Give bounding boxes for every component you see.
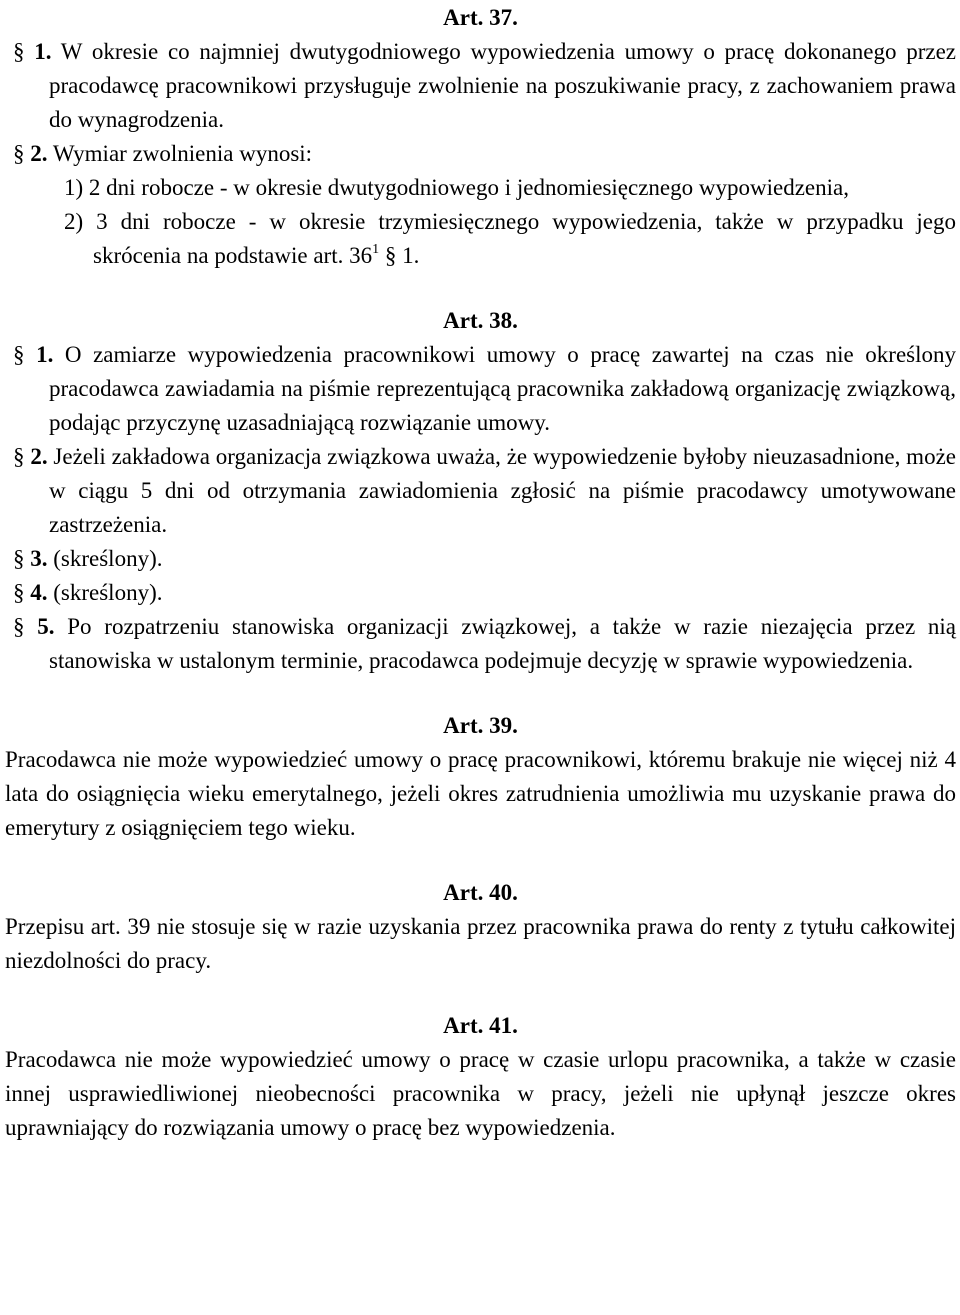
- item-text: 2 dni robocze - w okresie dwutygodniowego i jednomiesięcznego wypowiedzenia,: [88, 175, 849, 200]
- section-sign: §: [13, 39, 25, 64]
- section-sign: §: [13, 580, 25, 605]
- paragraph-number: 1.: [34, 39, 52, 64]
- section-sign: §: [13, 546, 25, 571]
- article-38-paragraph-1: [5, 338, 956, 440]
- section-sign: §: [13, 444, 25, 469]
- superscript: 1: [372, 242, 380, 257]
- paragraph-text: W okresie co najmniej dwutygodniowego wypowiedzenia umowy o pracę dokonanego przez pracodawcę pracownikowi przysługuje zwolnienie na poszukiwanie pracy, z zachowaniem prawa do wynagrodzenia.: [49, 39, 956, 132]
- paragraph-number: 3.: [30, 546, 48, 571]
- paragraph-number: 2.: [30, 141, 48, 166]
- article-38-paragraph-2: [5, 440, 956, 542]
- paragraph-text: O zamiarze wypowiedzenia pracownikowi umowy o pracę zawartej na czas nie określony pracodawca zawiadamia na piśmie reprezentującą pracownika zakładową organizację związkową, podając przyczynę uzasadniającą rozwiązanie umowy.: [49, 342, 957, 435]
- article-41-text: Pracodawca nie może wypowiedzieć umowy o pracę w czasie urlopu pracownika, a także w czasie innej usprawiedliwionej nieobecności pracownika w pracy, jeżeli nie upłynął jeszcze okres uprawniający do rozwiązania umowy o pracę bez wypowiedzenia.: [5, 1047, 956, 1140]
- section-sign: §: [13, 614, 25, 639]
- article-37-item-2: [5, 205, 956, 273]
- paragraph-text: Po rozpatrzeniu stanowiska organizacji związkowej, a także w razie niezajęcia przez nią stanowiska w ustalonym terminie, pracodawca podejmuje decyzję w sprawie wypowiedzenia.: [49, 614, 957, 673]
- paragraph-number: 1.: [36, 342, 54, 367]
- article-39-title: Art. 39.: [443, 713, 518, 738]
- section-sign: §: [13, 141, 25, 166]
- paragraph-number: 4.: [30, 580, 48, 605]
- article-38-paragraph-4: [5, 576, 956, 610]
- article-37-item-1: [5, 171, 956, 205]
- paragraph-number: 5.: [37, 614, 55, 639]
- paragraph-text: Wymiar zwolnienia wynosi:: [52, 141, 313, 166]
- section-sign: §: [384, 243, 397, 268]
- article-38-paragraph-5: [5, 610, 956, 678]
- paragraph-text: (skreślony).: [53, 546, 163, 571]
- article-40-text: Przepisu art. 39 nie stosuje się w razie uzyskania przez pracownika prawa do renty z tytułu całkowitej niezdolności do pracy.: [5, 914, 956, 973]
- item-number: 1): [64, 175, 84, 200]
- item-text-end: 1.: [402, 243, 420, 268]
- paragraph-text: (skreślony).: [53, 580, 163, 605]
- paragraph-number: 2.: [30, 444, 48, 469]
- paragraph-text: Jeżeli zakładowa organizacja związkowa uważa, że wypowiedzenie byłoby nieuzasadnione, może w ciągu 5 dni od otrzymania zawiadomienia zgłosić na piśmie pracodawcy umotywowane zastrzeżenia.: [49, 444, 956, 537]
- document-page: [5, 1, 956, 1145]
- article-41-title: Art. 41.: [443, 1013, 518, 1038]
- article-39-text: Pracodawca nie może wypowiedzieć umowy o pracę pracownikowi, któremu brakuje nie więcej niż 4 lata do osiągnięcia wieku emerytalnego, jeżeli okres zatrudnienia umożliwia mu uzyskanie prawa do emerytury z osiągnięciem tego wieku.: [5, 747, 956, 840]
- article-37-paragraph-2: [5, 137, 956, 171]
- article-38-title: Art. 38.: [443, 308, 518, 333]
- article-40-title: Art. 40.: [443, 880, 518, 905]
- article-37-title: Art. 37.: [443, 5, 518, 30]
- item-text: 3 dni robocze - w okresie trzymiesięcznego wypowiedzenia, także w przypadku jego skrócenia na podstawie art. 36: [93, 209, 957, 268]
- article-37-paragraph-1: [5, 35, 956, 137]
- section-sign: §: [13, 342, 25, 367]
- item-number: 2): [64, 209, 84, 234]
- article-38-paragraph-3: [5, 542, 956, 576]
